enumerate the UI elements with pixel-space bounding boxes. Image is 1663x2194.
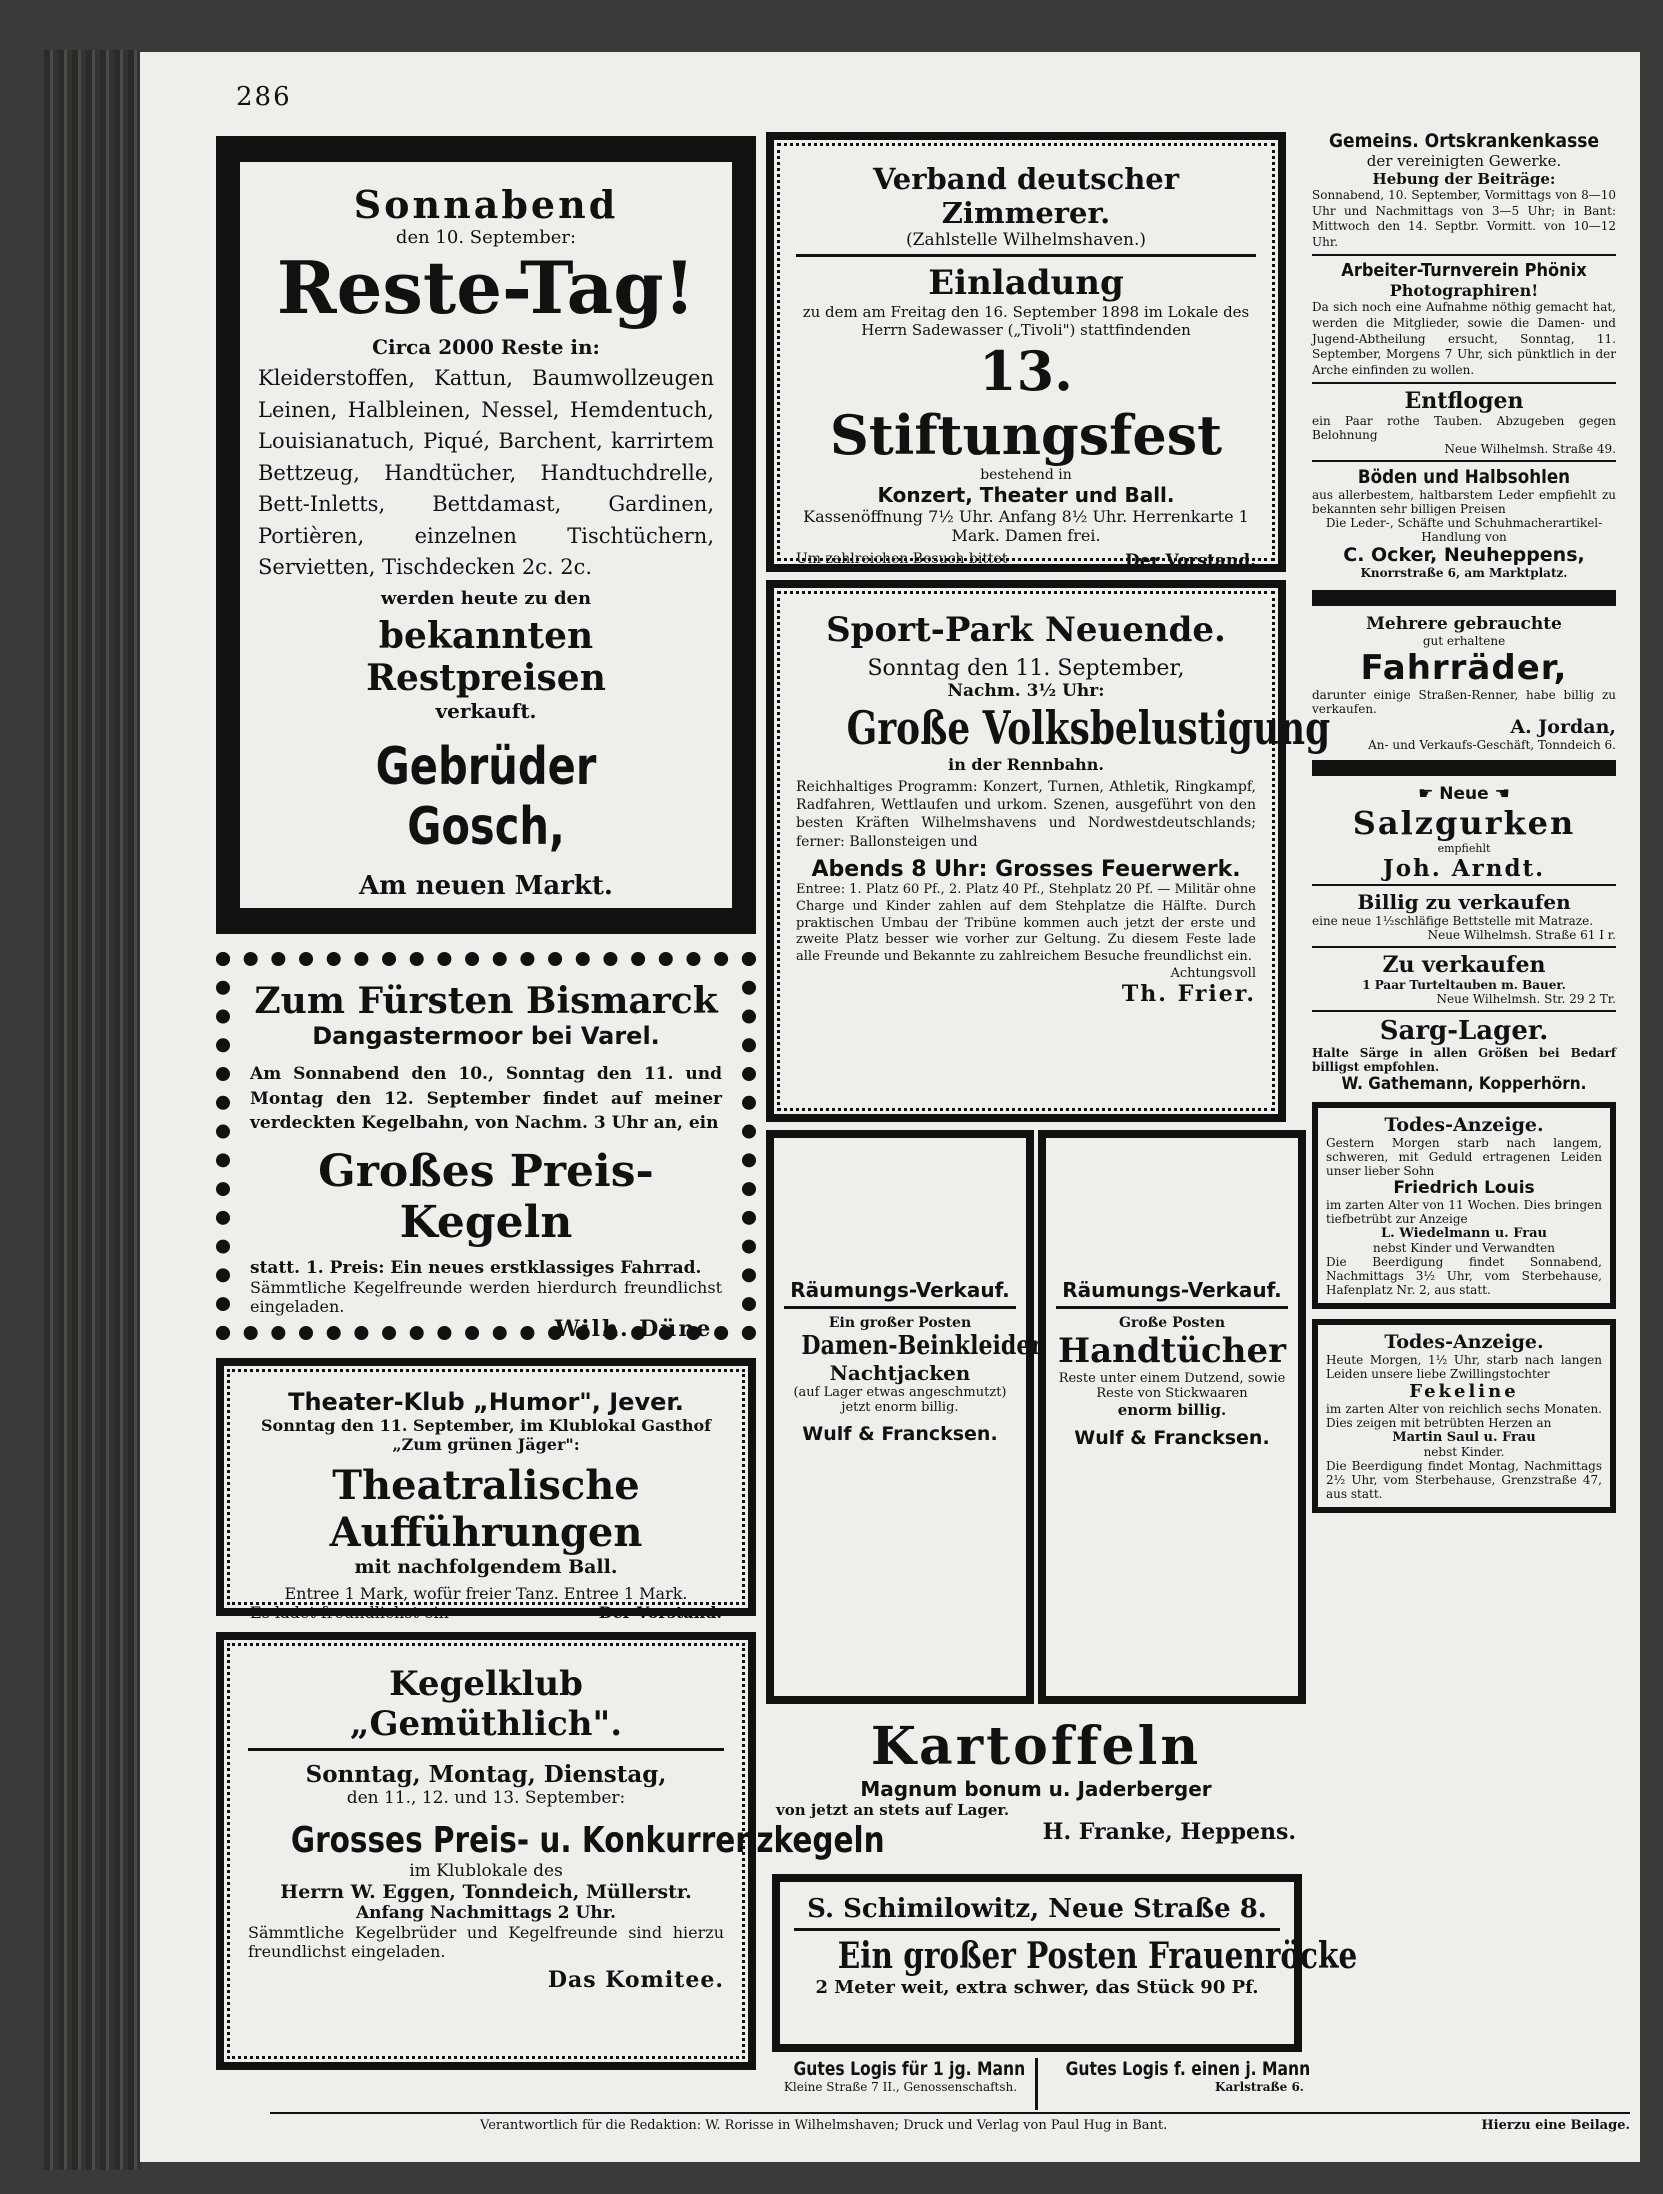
ad-event: Theatralische Aufführungen: [329, 1462, 643, 1556]
ad-title: Salzgurken: [1352, 804, 1576, 843]
footer-imprint: Verantwortlich für die Redaktion: W. Rorisse in Wilhelmshaven; Druck und Verlag von Paul Hug in Bant.: [480, 2118, 1168, 2133]
ad-reste-tag: [216, 136, 756, 934]
ad-achtung: Achtungsvoll: [1170, 966, 1256, 982]
ad-title: Todes-Anzeige.: [1384, 1114, 1544, 1137]
ad-sign: L. Wiedelmann u. Frau: [1381, 1226, 1547, 1242]
book-binding: [44, 50, 142, 2170]
ad-sub: Magnum bonum u. Jaderberger: [860, 1777, 1212, 1801]
ad-title: Gemeins. Ortskrankenkasse: [1328, 130, 1600, 152]
ad-title: Arbeiter-Turnverein Phönix: [1341, 260, 1587, 282]
ad-zu-verkaufen: [1312, 948, 1616, 1012]
ad-logis-2: [1038, 2058, 1311, 2110]
ad-body3: Die Beerdigung findet Montag, Nachmittags 2½ Uhr, vom Sterbehause, Grenzstraße 47, aus statt.: [1326, 1459, 1602, 1502]
divider: [248, 1748, 724, 1751]
ad-sign: Das Komitee.: [547, 1967, 724, 1993]
ad-fuersten-bismarck: [216, 952, 756, 1340]
ad-prog: Reichhaltiges Programm: Konzert, Turnen, Athletik, Ringkampf, Radfahren, Wettlaufen und urkom. Szenen, ausgeführt von den besten Kräften Wilhelmshavens und Nordwestdeutschlands; ferner: Ballonsteigen und: [796, 779, 1256, 850]
ad-firm: Wulf & Francksen.: [802, 1423, 998, 1445]
footer-beilage: Hierzu eine Beilage.: [1481, 2118, 1630, 2133]
ad-sign: Wilh. Düne.: [554, 1315, 722, 1342]
ad-logis-1: [766, 2058, 1038, 2110]
ad-body2: im zarten Alter von 11 Wochen. Dies bringen tiefbetrübt zur Anzeige: [1326, 1198, 1602, 1227]
ad-addr: An- und Verkaufs-Geschäft, Tonndeich 6.: [1368, 738, 1616, 753]
ad-raeumung-1: [766, 1130, 1043, 1704]
page-number: 286: [236, 82, 292, 112]
ad-sub: (Zahlstelle Wilhelmshaven.): [906, 230, 1146, 250]
pointing-hand-icon: ☚: [1494, 784, 1510, 805]
ad-sport-park: [766, 580, 1331, 1122]
ad-entry: Entree 1 Mark, wofür freier Tanz. Entree 1 Mark.: [284, 1584, 688, 1603]
ad-firm: Wulf & Francksen.: [1074, 1427, 1270, 1449]
ad-schimilowitz: [772, 1874, 1358, 2052]
ad-head: Fahrräder,: [1360, 648, 1568, 689]
ad-event: 13. Stiftungsfest: [829, 339, 1223, 467]
ad-sub: mit nachfolgendem Ball.: [354, 1556, 618, 1578]
ad-addr: Karlstraße 6.: [1215, 2080, 1304, 2094]
divider: [794, 1928, 1280, 1931]
ad-addr: Kleine Straße 7 II., Genossenschaftsh.: [783, 2080, 1018, 2094]
ad-body: 1 Paar Turteltauben m. Bauer.: [1362, 978, 1566, 993]
ad-event: Großes Preis-Kegeln: [318, 1145, 654, 1248]
ad-body: Sonnabend, 10. September, Vormittags von 8—10 Uhr und Nachmittags von 3—5 Uhr; in Bant: Mittwoch den 14. Septbr. Vormitt. von 10—12 Uhr.: [1312, 188, 1616, 249]
ad-title: Entflogen: [1404, 388, 1524, 415]
ad-title: Theater-Klub „Humor", Jever.: [288, 1388, 684, 1416]
ad-start: Anfang Nachmittags 2 Uhr.: [355, 1903, 617, 1923]
ad-dates: den 11., 12. und 13. September:: [346, 1788, 626, 1808]
ad-zimmerer: [766, 132, 1286, 572]
ad-firm: W. Gathemann, Kopperhörn.: [1341, 1074, 1587, 1095]
ad-times: Kassenöffnung 7½ Uhr. Anfang 8½ Uhr. Herrenkarte 1 Mark. Damen frei.: [803, 507, 1249, 545]
ad-invite: Sämmtliche Kegelfreunde werden hierdurch freundlichst eingeladen.: [250, 1277, 722, 1316]
ad-prog: Konzert, Theater und Ball.: [877, 483, 1175, 507]
ad-entry: Entree: 1. Platz 60 Pf., 2. Platz 40 Pf., Stehplatz 20 Pf. — Militär ohne Charge und Kinder zahlen auf dem Stehplatze die Hälfte. Durch praktischen Umbau der Tribüne kommen auch jetzt der erste und zweite Platz besser wie vorher zur Geltung. Zu diesem Feste lade alle Freunde und Bekannte zu zahlreichem Besuche freundlichst ein.: [796, 881, 1256, 965]
ad-head: Hebung der Beiträge:: [1372, 170, 1556, 188]
ad-title: Gutes Logis für 1 jg. Mann: [793, 2058, 1026, 2080]
ad-title: Billig zu verkaufen: [1357, 890, 1571, 915]
footer: [270, 2112, 1630, 2133]
ad-days: Sonntag, Montag, Dienstag,: [305, 1761, 667, 1788]
ad-addr: Neue Wilhelmsh. Straße 61 I r.: [1427, 928, 1616, 943]
ad-kegelklub: [216, 1632, 885, 2070]
ad-bitte-row: [796, 551, 1256, 571]
ad-event: Große Volksbelustigung: [846, 701, 1331, 755]
ad-title: Todes-Anzeige.: [1384, 1331, 1544, 1354]
ad-item: Ein großer Posten Frauenröcke: [837, 1935, 1358, 1977]
ad-note: (auf Lager etwas angeschmutzt) jetzt enorm billig.: [793, 1385, 1007, 1415]
ad-addr: Knorrstraße 6, am Marktplatz.: [1360, 566, 1568, 581]
ad-headline: Reste-Tag!: [276, 245, 696, 330]
ad-posten: Große Posten: [1118, 1315, 1225, 1331]
ad-count: Circa 2000 Reste in:: [372, 335, 600, 360]
ad-todes-2: [1312, 1319, 1616, 1513]
black-bar: [1312, 590, 1616, 606]
ad-item: Handtücher: [1057, 1331, 1287, 1371]
ad-title: Verband deutscher Zimmerer.: [872, 162, 1180, 230]
newspaper-page: [140, 52, 1640, 2162]
ad-title: Kartoffeln: [870, 1716, 1202, 1777]
ad-title: Sarg-Lager.: [1379, 1016, 1549, 1047]
ad-title: Böden und Halbsohlen: [1357, 466, 1571, 489]
ad-date: den 10. September:: [395, 227, 577, 248]
ad-firm: C. Ocker, Neuheppens,: [1343, 544, 1585, 567]
ad-title: Gutes Logis f. einen j. Mann: [1065, 2058, 1311, 2080]
ad-besteh: bestehend in: [980, 467, 1072, 483]
ad-item: Damen-Beinkleider: [801, 1331, 1043, 1361]
ad-raeumung-2: [1038, 1130, 1306, 1704]
ad-day: Sonnabend: [353, 182, 619, 227]
ad-title: Räumungs-Verkauf.: [790, 1278, 1010, 1302]
ad-price: 2 Meter weit, extra schwer, das Stück 90 Pf.: [815, 1977, 1259, 1998]
ad-invite: Sämmtliche Kegelbrüder und Kegelfreunde sind hierzu freundlichst eingeladen.: [248, 1923, 724, 1961]
ad-place: Dangastermoor bei Varel.: [312, 1022, 660, 1050]
ad-body2: Die Leder-, Schäfte und Schuhmacherartikel-Handlung von: [1325, 516, 1603, 545]
ad-sign: Th. Frier.: [1121, 981, 1256, 1008]
ad-title: Zum Fürsten Bismarck: [254, 980, 718, 1022]
ad-firm: Joh. Arndt.: [1382, 855, 1546, 883]
ad-sub: gut erhaltene: [1422, 634, 1506, 649]
ad-neue: Neue: [1439, 784, 1489, 805]
ad-body: zu dem am Freitag den 16. September 1898 im Lokale des Herrn Sadewasser („Tivoli") stattfindenden: [802, 303, 1250, 339]
ad-fahrraeder: [1312, 612, 1616, 754]
ad-event: Grosses Preis- u. Konkurrenzkegeln: [290, 1820, 885, 1861]
ad-body: Heute Morgen, 1½ Uhr, starb nach langen Leiden unsere liebe Zwillingstochter: [1326, 1353, 1602, 1382]
ad-note: Reste unter einem Dutzend, sowie Reste von Stickwaaren: [1058, 1371, 1286, 1401]
ad-addr: Neue Wilhelmsh. Straße 49.: [1444, 442, 1616, 457]
ad-where: in der Rennbahn.: [948, 755, 1104, 774]
ad-head: Photographiren!: [1389, 281, 1539, 301]
ad-place: Am neuen Markt.: [359, 870, 613, 901]
ad-turnverein: [1312, 256, 1616, 384]
ad-verkauft: verkauft.: [435, 698, 537, 723]
ad-title: Zu verkaufen: [1382, 952, 1546, 979]
ad-note: von jetzt an stets auf Lager.: [776, 1801, 1010, 1819]
ad-sign: Der Vorstand.: [598, 1603, 722, 1622]
ad-host: Herrn W. Eggen, Tonndeich, Müllerstr.: [280, 1881, 692, 1903]
ad-sub: empfiehlt: [1437, 842, 1491, 856]
ad-price: enorm billig.: [1117, 1401, 1227, 1419]
ad-title: Kegelklub „Gemüthlich".: [349, 1664, 623, 1744]
ad-invite: [250, 1603, 722, 1622]
ad-boeden: [1312, 462, 1616, 584]
ad-salzgurken: [1312, 782, 1616, 886]
ad-date: Sonntag den 11. September, im Klublokal Gasthof „Zum grünen Jäger":: [260, 1416, 712, 1454]
ad-sign2: nebst Kinder.: [1423, 1445, 1505, 1460]
ad-invite: Einladung: [928, 263, 1124, 303]
ad-neue-row: [1312, 784, 1616, 804]
ad-bitte: Um zahlreichen Besuch bittet: [796, 551, 1008, 567]
ad-addr: Neue Wilhelmsh. Str. 29 2 Tr.: [1436, 992, 1616, 1007]
ad-firm: H. Franke, Heppens.: [1042, 1819, 1296, 1845]
ad-body: Da sich noch eine Aufnahme nöthig gemacht hat, werden die Mitglieder, sowie die Damen- und Jugend-Abtheilung ersucht, Sonntag, 11. September, Morgens 7 Uhr, sich pünktlich in der Arche einfinden zu wollen.: [1312, 300, 1616, 377]
ad-preise: bekannten Restpreisen: [366, 614, 606, 699]
ad-body3: Die Beerdigung findet Sonnabend, Nachmittags 3½ Uhr, vom Sterbehause, Hafenplatz Nr. 2, aus statt.: [1326, 1255, 1602, 1298]
ad-body: Kleiderstoffen, Kattun, Baumwollzeugen Leinen, Halbleinen, Nessel, Hemdentuch, Louisianatuch, Piqué, Barchent, karrirtem Bettzeug, Handtücher, Handtuchdrelle, Bett-Inletts, Bettdamast, Gardinen, Portièren, einzelnen Tischtüchern, Servietten, Tischdecken 2c. 2c.: [258, 366, 714, 580]
ad-sign: Martin Saul u. Frau: [1392, 1430, 1536, 1446]
ad-sign2: nebst Kinder und Verwandten: [1372, 1241, 1555, 1256]
ad-ortskrankenkasse: [1312, 130, 1616, 256]
pointing-hand-icon: ☛: [1418, 784, 1434, 805]
ad-body: aus allerbestem, haltbarstem Leder empfiehlt zu bekannten sehr billigen Preisen: [1312, 488, 1616, 517]
ad-werden: werden heute zu den: [380, 587, 592, 609]
ad-name: Friedrich Louis: [1393, 1178, 1535, 1199]
ad-name: Fekeline: [1409, 1381, 1519, 1403]
ad-entflogen: [1312, 384, 1616, 462]
ad-body: darunter einige Straßen-Renner, habe billig zu verkaufen.: [1312, 688, 1616, 717]
ad-body2: im zarten Alter von reichlich sechs Monaten. Dies zeigen mit betrübten Herzen an: [1326, 1402, 1602, 1431]
ad-body: Halte Särge in allen Größen bei Bedarf billigst empfohlen.: [1312, 1046, 1616, 1075]
ad-item2: Nachtjacken: [829, 1361, 971, 1385]
ad-body: ein Paar rothe Tauben. Abzugeben gegen Belohnung: [1312, 414, 1616, 443]
ad-title: Mehrere gebrauchte: [1366, 614, 1562, 635]
ad-todes-1: [1312, 1102, 1616, 1309]
ad-theater-klub: [216, 1358, 756, 1622]
divider: [1056, 1306, 1288, 1309]
black-bar: [1312, 760, 1616, 776]
col3-small-ads: [1310, 130, 1618, 2110]
ad-time: Nachm. 3½ Uhr:: [947, 681, 1105, 701]
ad-sarg-lager: [1312, 1012, 1616, 1098]
divider: [796, 254, 1256, 257]
ad-date: Sonntag den 11. September,: [867, 656, 1185, 681]
ad-sub: der vereinigten Gewerke.: [1366, 152, 1562, 170]
ad-posten: Ein großer Posten: [828, 1315, 972, 1331]
ad-body: eine neue 1½schläfige Bettstelle mit Matraze.: [1312, 914, 1594, 929]
ad-title: Räumungs-Verkauf.: [1062, 1278, 1282, 1302]
divider: [784, 1306, 1016, 1309]
ad-firm: A. Jordan,: [1510, 716, 1616, 739]
ad-loc: im Klublokale des: [409, 1861, 563, 1881]
ad-body: Gestern Morgen starb nach langem, schweren, mit Geduld ertragenen Leiden unser lieber Sohn: [1326, 1136, 1602, 1179]
ad-kartoffeln: [766, 1712, 1306, 1872]
ad-invite-text: Es ladet freundlichst ein: [250, 1603, 449, 1622]
ad-body: Am Sonnabend den 10., Sonntag den 11. und Montag den 12. September findet auf meiner verdeckten Kegelbahn, von Nachm. 3 Uhr an, ein: [250, 1064, 722, 1134]
ad-prize: statt. 1. Preis: Ein neues erstklassiges Fahrrad.: [250, 1257, 702, 1278]
ad-evening: Abends 8 Uhr: Grosses Feuerwerk.: [811, 856, 1241, 882]
ad-sign: Der Vorstand.: [1125, 551, 1256, 571]
ad-billig: [1312, 886, 1616, 948]
ad-title: S. Schimilowitz, Neue Straße 8.: [807, 1894, 1267, 1924]
ad-title: Sport-Park Neuende.: [826, 610, 1226, 650]
ad-firm: Gebrüder Gosch,: [375, 736, 597, 857]
